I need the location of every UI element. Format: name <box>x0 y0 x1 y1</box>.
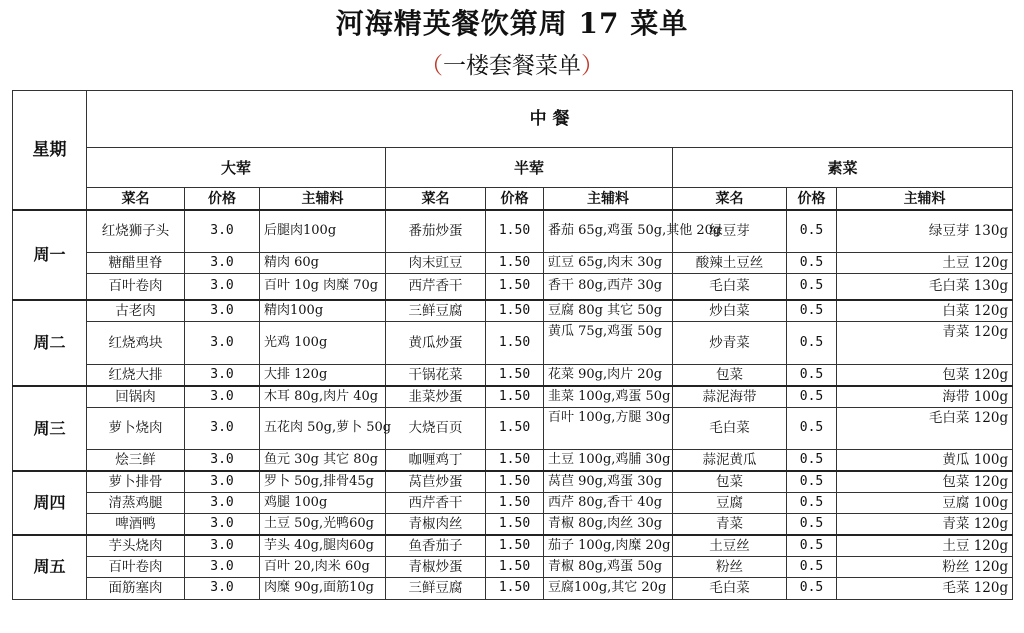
veg-dish-ingredients: 包菜 120g <box>837 364 1013 386</box>
day-cell: 周四 <box>13 471 87 535</box>
veg-dish-price: 0.5 <box>787 252 837 273</box>
half-dish-price: 1.50 <box>486 273 544 300</box>
half-dish-name: 韭菜炒蛋 <box>386 386 486 407</box>
half-dish-ingredients: 番茄 65g,鸡蛋 50g,其他 20g <box>544 210 673 252</box>
big-dish-ingredients: 大排 120g <box>260 364 386 386</box>
veg-dish-price: 0.5 <box>787 386 837 407</box>
half-dish-ingredients: 花菜 90g,肉片 20g <box>544 364 673 386</box>
veg-dish-ingredients: 海带 100g <box>837 386 1013 407</box>
big-dish-price: 3.0 <box>185 210 260 252</box>
half-dish-ingredients: 茄子 100g,肉糜 20g <box>544 535 673 556</box>
subtitle-open-paren: （ <box>420 53 443 79</box>
veg-dish-price: 0.5 <box>787 556 837 577</box>
half-dish-name: 西芹香干 <box>386 273 486 300</box>
big-dish-ingredients: 芋头 40g,腿肉60g <box>260 535 386 556</box>
veg-dish-name: 豆腐 <box>673 492 787 513</box>
half-dish-name: 莴苣炒蛋 <box>386 471 486 492</box>
big-dish-price: 3.0 <box>185 471 260 492</box>
table-row <box>13 252 1013 273</box>
veg-dish-ingredients: 青菜 120g <box>837 321 1013 364</box>
table-row <box>13 273 1013 300</box>
table-row <box>13 300 1013 321</box>
half-dish-name: 青椒炒蛋 <box>386 556 486 577</box>
table-row <box>13 556 1013 577</box>
half-dish-ingredients: 豆腐 80g 其它 50g <box>544 300 673 321</box>
big-dish-price: 3.0 <box>185 556 260 577</box>
big-dish-price: 3.0 <box>185 449 260 471</box>
day-cell: 周五 <box>13 535 87 599</box>
menu-table <box>12 90 1013 600</box>
veg-dish-name: 毛白菜 <box>673 577 787 599</box>
half-dish-price: 1.50 <box>486 300 544 321</box>
col-header-ingredients: 主辅料 <box>260 188 386 211</box>
veg-dish-ingredients: 黄瓜 100g <box>837 449 1013 471</box>
table-row <box>13 492 1013 513</box>
half-dish-price: 1.50 <box>486 535 544 556</box>
half-dish-ingredients: 豇豆 65g,肉末 30g <box>544 252 673 273</box>
half-dish-ingredients: 黄瓜 75g,鸡蛋 50g <box>544 321 673 364</box>
subtitle-text: 一楼套餐菜单 <box>443 53 581 79</box>
veg-dish-ingredients: 包菜 120g <box>837 471 1013 492</box>
veg-dish-ingredients: 青菜 120g <box>837 513 1013 535</box>
big-dish-price: 3.0 <box>185 252 260 273</box>
veg-dish-name: 绿豆芽 <box>673 210 787 252</box>
veg-dish-ingredients: 土豆 120g <box>837 535 1013 556</box>
veg-dish-name: 蒜泥黄瓜 <box>673 449 787 471</box>
half-dish-ingredients: 百叶 100g,方腿 30g <box>544 407 673 449</box>
group-header-veg: 素菜 <box>673 148 1013 188</box>
big-dish-name: 百叶卷肉 <box>87 273 185 300</box>
veg-dish-ingredients: 土豆 120g <box>837 252 1013 273</box>
big-dish-ingredients: 精肉100g <box>260 300 386 321</box>
half-dish-ingredients: 豆腐100g,其它 20g <box>544 577 673 599</box>
big-dish-price: 3.0 <box>185 577 260 599</box>
big-dish-name: 古老肉 <box>87 300 185 321</box>
col-header-price: 价格 <box>185 188 260 211</box>
big-dish-price: 3.0 <box>185 492 260 513</box>
veg-dish-ingredients: 绿豆芽 130g <box>837 210 1013 252</box>
veg-dish-price: 0.5 <box>787 535 837 556</box>
half-dish-name: 干锅花菜 <box>386 364 486 386</box>
table-row <box>13 386 1013 407</box>
half-dish-name: 肉末豇豆 <box>386 252 486 273</box>
table-row <box>13 449 1013 471</box>
big-dish-name: 啤酒鸭 <box>87 513 185 535</box>
half-dish-price: 1.50 <box>486 556 544 577</box>
veg-dish-price: 0.5 <box>787 449 837 471</box>
table-row <box>13 364 1013 386</box>
half-dish-name: 西芹香干 <box>386 492 486 513</box>
col-header-ingredients: 主辅料 <box>544 188 673 211</box>
big-dish-name: 红烧大排 <box>87 364 185 386</box>
page-subtitle <box>0 50 1024 82</box>
half-dish-price: 1.50 <box>486 407 544 449</box>
big-dish-price: 3.0 <box>185 364 260 386</box>
half-dish-name: 鱼香茄子 <box>386 535 486 556</box>
day-cell: 周三 <box>13 386 87 471</box>
half-dish-name: 黄瓜炒蛋 <box>386 321 486 364</box>
veg-dish-name: 炒白菜 <box>673 300 787 321</box>
veg-dish-name: 毛白菜 <box>673 407 787 449</box>
subtitle-close-paren: ） <box>581 53 604 79</box>
half-dish-price: 1.50 <box>486 449 544 471</box>
big-dish-ingredients: 土豆 50g,光鸭60g <box>260 513 386 535</box>
table-row <box>13 210 1013 252</box>
col-header-ingredients: 主辅料 <box>837 188 1013 211</box>
veg-dish-name: 炒青菜 <box>673 321 787 364</box>
veg-dish-price: 0.5 <box>787 364 837 386</box>
half-dish-price: 1.50 <box>486 386 544 407</box>
half-dish-name: 大烧百页 <box>386 407 486 449</box>
big-dish-price: 3.0 <box>185 513 260 535</box>
veg-dish-name: 蒜泥海带 <box>673 386 787 407</box>
col-header-name: 菜名 <box>673 188 787 211</box>
meal-header: 中 餐 <box>87 91 1013 148</box>
half-dish-ingredients: 青椒 80g,鸡蛋 50g <box>544 556 673 577</box>
day-cell: 周一 <box>13 210 87 300</box>
half-dish-ingredients: 青椒 80g,肉丝 30g <box>544 513 673 535</box>
big-dish-ingredients: 肉糜 90g,面筋10g <box>260 577 386 599</box>
table-row <box>13 535 1013 556</box>
veg-dish-name: 青菜 <box>673 513 787 535</box>
big-dish-price: 3.0 <box>185 535 260 556</box>
veg-dish-name: 包菜 <box>673 364 787 386</box>
veg-dish-ingredients: 豆腐 100g <box>837 492 1013 513</box>
big-dish-ingredients: 后腿肉100g <box>260 210 386 252</box>
half-dish-name: 番茄炒蛋 <box>386 210 486 252</box>
big-dish-ingredients: 百叶 10g 肉糜 70g <box>260 273 386 300</box>
big-dish-price: 3.0 <box>185 321 260 364</box>
veg-dish-ingredients: 毛菜 120g <box>837 577 1013 599</box>
veg-dish-name: 包菜 <box>673 471 787 492</box>
col-header-name: 菜名 <box>386 188 486 211</box>
veg-dish-price: 0.5 <box>787 273 837 300</box>
half-dish-name: 咖喱鸡丁 <box>386 449 486 471</box>
veg-dish-ingredients: 毛白菜 130g <box>837 273 1013 300</box>
veg-dish-price: 0.5 <box>787 321 837 364</box>
col-header-price: 价格 <box>787 188 837 211</box>
half-dish-name: 三鲜豆腐 <box>386 577 486 599</box>
big-dish-name: 面筋塞肉 <box>87 577 185 599</box>
table-row <box>13 471 1013 492</box>
half-dish-name: 三鲜豆腐 <box>386 300 486 321</box>
half-dish-price: 1.50 <box>486 577 544 599</box>
veg-dish-price: 0.5 <box>787 407 837 449</box>
half-dish-price: 1.50 <box>486 252 544 273</box>
table-row <box>13 321 1013 364</box>
day-column-header: 星期 <box>13 91 87 211</box>
veg-dish-ingredients: 白菜 120g <box>837 300 1013 321</box>
big-dish-price: 3.0 <box>185 273 260 300</box>
veg-dish-price: 0.5 <box>787 300 837 321</box>
veg-dish-price: 0.5 <box>787 513 837 535</box>
half-dish-ingredients: 莴苣 90g,鸡蛋 30g <box>544 471 673 492</box>
big-dish-ingredients: 光鸡 100g <box>260 321 386 364</box>
big-dish-name: 萝卜排骨 <box>87 471 185 492</box>
veg-dish-price: 0.5 <box>787 577 837 599</box>
half-dish-ingredients: 西芹 80g,香干 40g <box>544 492 673 513</box>
big-dish-name: 百叶卷肉 <box>87 556 185 577</box>
half-dish-price: 1.50 <box>486 364 544 386</box>
veg-dish-price: 0.5 <box>787 492 837 513</box>
half-dish-ingredients: 土豆 100g,鸡脯 30g <box>544 449 673 471</box>
big-dish-name: 回锅肉 <box>87 386 185 407</box>
half-dish-ingredients: 香干 80g,西芹 30g <box>544 273 673 300</box>
veg-dish-price: 0.5 <box>787 210 837 252</box>
big-dish-ingredients: 鸡腿 100g <box>260 492 386 513</box>
table-row <box>13 407 1013 449</box>
big-dish-name: 烩三鲜 <box>87 449 185 471</box>
big-dish-price: 3.0 <box>185 386 260 407</box>
veg-dish-name: 酸辣土豆丝 <box>673 252 787 273</box>
table-row <box>13 577 1013 599</box>
group-header-half: 半荤 <box>386 148 673 188</box>
big-dish-name: 糖醋里脊 <box>87 252 185 273</box>
big-dish-ingredients: 木耳 80g,肉片 40g <box>260 386 386 407</box>
col-header-price: 价格 <box>486 188 544 211</box>
big-dish-ingredients: 罗卜 50g,排骨45g <box>260 471 386 492</box>
half-dish-price: 1.50 <box>486 471 544 492</box>
half-dish-price: 1.50 <box>486 321 544 364</box>
table-row <box>13 513 1013 535</box>
group-header-big: 大荤 <box>87 148 386 188</box>
half-dish-name: 青椒肉丝 <box>386 513 486 535</box>
page-title: 河海精英餐饮第周 17 菜单 <box>335 7 689 40</box>
veg-dish-name: 土豆丝 <box>673 535 787 556</box>
big-dish-name: 清蒸鸡腿 <box>87 492 185 513</box>
big-dish-name: 萝卜烧肉 <box>87 407 185 449</box>
big-dish-name: 芋头烧肉 <box>87 535 185 556</box>
big-dish-price: 3.0 <box>185 300 260 321</box>
half-dish-price: 1.50 <box>486 210 544 252</box>
big-dish-name: 红烧狮子头 <box>87 210 185 252</box>
veg-dish-price: 0.5 <box>787 471 837 492</box>
big-dish-price: 3.0 <box>185 407 260 449</box>
veg-dish-ingredients: 毛白菜 120g <box>837 407 1013 449</box>
big-dish-name: 红烧鸡块 <box>87 321 185 364</box>
big-dish-ingredients: 五花肉 50g,萝卜 50g <box>260 407 386 449</box>
day-cell: 周二 <box>13 300 87 386</box>
veg-dish-ingredients: 粉丝 120g <box>837 556 1013 577</box>
big-dish-ingredients: 鱼元 30g 其它 80g <box>260 449 386 471</box>
veg-dish-name: 粉丝 <box>673 556 787 577</box>
half-dish-price: 1.50 <box>486 513 544 535</box>
col-header-name: 菜名 <box>87 188 185 211</box>
big-dish-ingredients: 精肉 60g <box>260 252 386 273</box>
veg-dish-name: 毛白菜 <box>673 273 787 300</box>
half-dish-price: 1.50 <box>486 492 544 513</box>
half-dish-ingredients: 韭菜 100g,鸡蛋 50g <box>544 386 673 407</box>
big-dish-ingredients: 百叶 20,肉米 60g <box>260 556 386 577</box>
